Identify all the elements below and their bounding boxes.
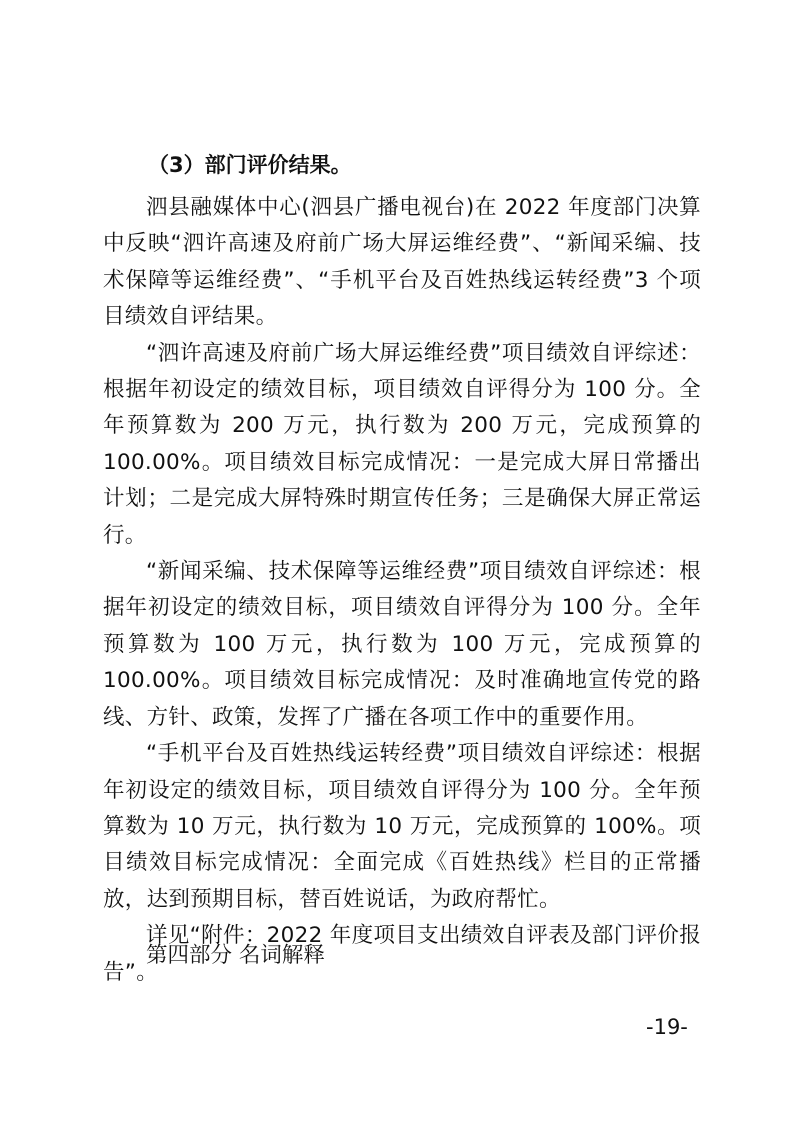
body-text — [103, 190, 701, 991]
paragraph-summary: 泗县融媒体中心(泗县广播电视台)在 2022 年度部门决算中反映“泗许高速及府前广场大屏运维经费”、“新闻采编、技术保障等运维经费”、“手机平台及百姓热线运转经费”3 个项目绩效自评结果。 — [103, 195, 701, 330]
section-heading: （3）部门评价结果。 — [148, 153, 352, 177]
page-number: -19- — [646, 1015, 688, 1039]
paragraph-news-project: “新闻采编、技术保障等运维经费”项目绩效自评综述：根据年初设定的绩效目标，项目绩效自评得分为 100 分。全年预算数为 100 万元，执行数为 100 万元，完成预算的 100.00%。项目绩效目标完成情况：及时准确地宣传党的路线、方针、政策，发挥了广播在各项工作中的重要作用。 — [103, 559, 701, 730]
paragraph-screen-project: “泗许高速及府前广场大屏运维经费”项目绩效自评综述：根据年初设定的绩效目标，项目绩效自评得分为 100 分。全年预算数为 200 万元，执行数为 200 万元，完成预算的 100.00%。项目绩效目标完成情况：一是完成大屏日常播出计划；二是完成大屏特殊时期宣传任务；三是确保大屏正常运行。 — [103, 340, 701, 548]
paragraph-hotline-project: “手机平台及百姓热线运转经费”项目绩效自评综述：根据年初设定的绩效目标，项目绩效自评得分为 100 分。全年预算数为 10 万元，执行数为 10 万元，完成预算的 100%。项目绩效目标完成情况：全面完成《百姓热线》栏目的正常播放，达到预期目标，替百姓说话，为政府帮忙。 — [103, 741, 701, 912]
paragraph-attachment-note: 详见“附件：2022 年度项目支出绩效自评表及部门评价报告”。 — [103, 923, 701, 985]
part-four-title: 第四部分 名词解释 — [146, 943, 325, 968]
